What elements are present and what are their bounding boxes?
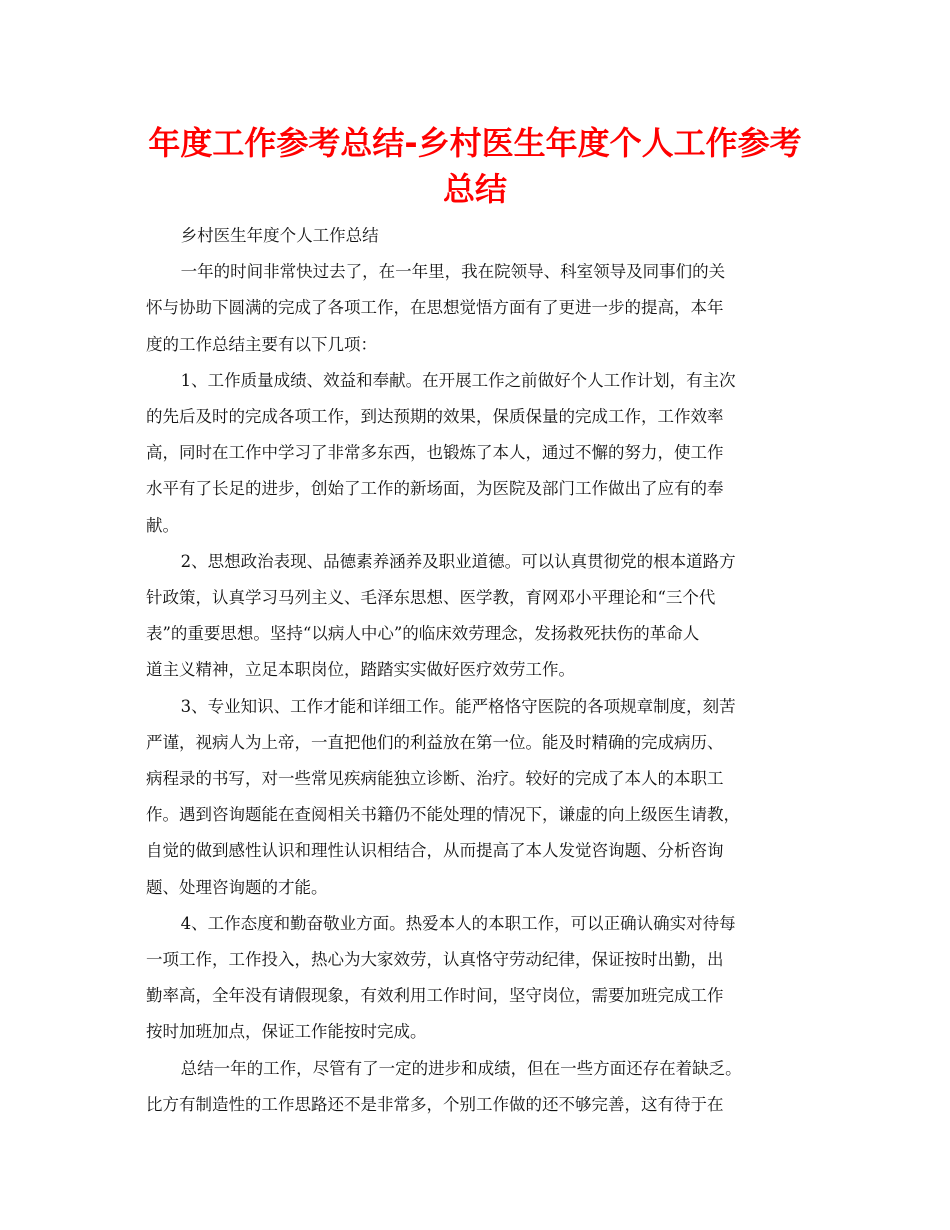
- paragraph-line: 题、处理咨询题的才能。: [146, 877, 328, 897]
- paragraph-line: 2、思想政治表现、品德素养涵养及职业道德。可以认真贯彻党的根本道路方: [180, 551, 736, 571]
- document-body: [146, 218, 804, 1123]
- paragraph-line: 高，同时在工作中学习了非常多东西，也锻炼了本人，通过不懈的努力，使工作: [146, 443, 724, 463]
- paragraph-line: 怀与协助下圆满的完成了各项工作，在思想觉悟方面有了更进一步的提高，本年: [146, 298, 724, 318]
- paragraph-line: 按时加班加点，保证工作能按时完成。: [146, 1022, 427, 1042]
- title-line: 总结: [442, 170, 507, 208]
- paragraph-line: 作。遇到咨询题能在查阅相关书籍仍不能处理的情况下，谦虚的向上级医生请教，: [146, 805, 740, 825]
- paragraph-line: 3、专业知识、工作才能和详细工作。能严格恪守医院的各项规章制度，刻苦: [180, 696, 736, 716]
- paragraph-line: 4、工作态度和勤奋敬业方面。热爱本人的本职工作，可以正确认确实对待每: [180, 913, 736, 933]
- paragraph-line: 自觉的做到感性认识和理性认识相结合，从而提高了本人发觉咨询题、分析咨询: [146, 841, 724, 861]
- paragraph-line: 1、工作质量成绩、效益和奉献。在开展工作之前做好个人工作计划，有主次: [180, 370, 736, 390]
- paragraph-line: 勤率高，全年没有请假现象，有效利用工作时间，坚守岗位，需要加班完成工作: [146, 986, 724, 1006]
- paragraph-line: 病程录的书写，对一些常见疾病能独立诊断、治疗。较好的完成了本人的本职工: [146, 769, 724, 789]
- paragraph-line: 的先后及时的完成各项工作，到达预期的效果，保质保量的完成工作，工作效率: [146, 407, 724, 427]
- paragraph-line: 总结一年的工作，尽管有了一定的进步和成绩，但在一些方面还存在着缺乏。: [180, 1058, 742, 1078]
- paragraph-line: 严谨，视病人为上帝，一直把他们的利益放在第一位。能及时精确的完成病历、: [146, 732, 724, 752]
- paragraph: [146, 363, 804, 544]
- paragraph: [146, 906, 804, 1051]
- title-line: 年度工作参考总结-乡村医生年度个人工作参考: [148, 124, 802, 162]
- paragraph: [146, 254, 804, 363]
- paragraph: [146, 218, 804, 254]
- document-title: [126, 120, 824, 212]
- paragraph-line: 一年的时间非常快过去了，在一年里，我在院领导、科室领导及同事们的关: [180, 262, 726, 282]
- paragraph-line: 比方有制造性的工作思路还不是非常多，个别工作做的还不够完善，这有待于在: [146, 1094, 724, 1114]
- paragraph: [146, 689, 804, 906]
- paragraph-line: 水平有了长足的进步，创始了工作的新场面，为医院及部门工作做出了应有的奉: [146, 479, 724, 499]
- paragraph-line: 乡村医生年度个人工作总结: [180, 226, 379, 245]
- paragraph-line: 献。: [146, 515, 179, 535]
- paragraph-line: 一项工作，工作投入，热心为大家效劳，认真恪守劳动纪律，保证按时出勤，出: [146, 950, 724, 970]
- paragraph-line: 表”的重要思想。坚持“以病人中心”的临床效劳理念，发扬救死扶伤的革命人: [146, 624, 700, 644]
- paragraph-line: 度的工作总结主要有以下几项：: [146, 334, 377, 354]
- paragraph-line: 道主义精神，立足本职岗位，踏踏实实做好医疗效劳工作。: [146, 660, 575, 680]
- paragraph: [146, 544, 804, 689]
- paragraph: [146, 1051, 804, 1123]
- paragraph-line: 针政策，认真学习马列主义、毛泽东思想、医学教，育网邓小平理论和“三个代: [146, 588, 716, 608]
